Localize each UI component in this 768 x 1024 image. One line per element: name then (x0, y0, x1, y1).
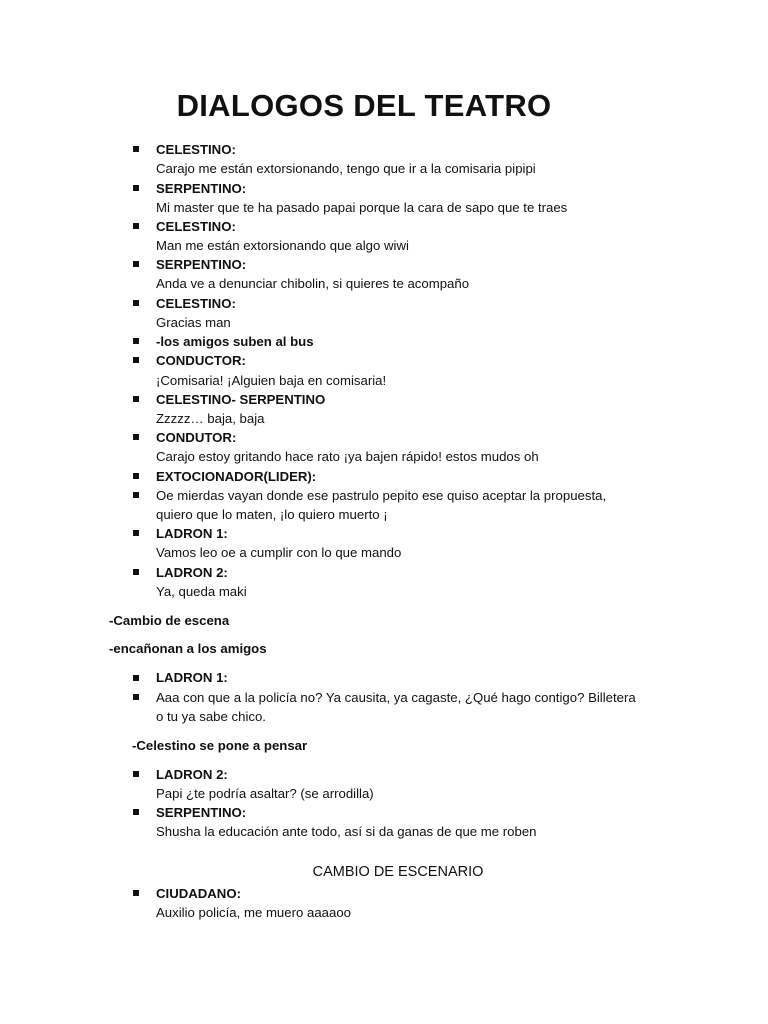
dialogue-line: quiero que lo maten, ¡lo quiero muerto ¡ (156, 507, 388, 522)
dialogue-line: Aaa con que a la policía no? Ya causita, ya cagaste, ¿Qué hago contigo? Billetera (156, 690, 636, 705)
speaker-label: SERPENTINO: (156, 805, 247, 820)
bullet-icon (133, 492, 139, 498)
dialogue-line: Papi ¿te podría asaltar? (se arrodilla) (156, 786, 374, 801)
bullet-icon (133, 694, 139, 700)
bullet-icon (133, 890, 139, 896)
speaker-label: SERPENTINO: (156, 181, 247, 196)
speaker-label: LADRON 2: (156, 565, 228, 580)
speaker-label: SERPENTINO: (156, 257, 247, 272)
speaker-label: CONDUCTOR: (156, 353, 246, 368)
bullet-icon (133, 357, 139, 363)
dialogue-line: Man me están extorsionando que algo wiwi (156, 238, 409, 253)
bullet-icon (133, 146, 139, 152)
dialogue-line: Oe mierdas vayan donde ese pastrulo pepito ese quiso aceptar la propuesta, (156, 488, 607, 503)
dialogue-line: Auxilio policía, me muero aaaaoo (156, 905, 351, 920)
speaker-label: CONDUTOR: (156, 430, 237, 445)
bullet-icon (133, 300, 139, 306)
dialogue-line: Carajo me están extorsionando, tengo que ir a la comisaria pipipi (156, 161, 536, 176)
bullet-icon (133, 223, 139, 229)
bullet-icon (133, 675, 139, 681)
bullet-icon (133, 434, 139, 440)
dialogue-line: Zzzzz… baja, baja (156, 411, 265, 426)
bullet-icon (133, 530, 139, 536)
bullet-icon (133, 569, 139, 575)
speaker-label: CELESTINO- SERPENTINO (156, 392, 326, 407)
scene-direction: -Cambio de escena (109, 613, 230, 628)
speaker-label: CIUDADANO: (156, 886, 241, 901)
dialogue-line: Vamos leo oe a cumplir con lo que mando (156, 545, 402, 560)
bullet-icon (133, 261, 139, 267)
speaker-label: CELESTINO: (156, 296, 236, 311)
dialogue-line: Gracias man (156, 315, 231, 330)
dialogue-line: Anda ve a denunciar chibolin, si quieres te acompaño (156, 276, 470, 291)
speaker-label: CELESTINO: (156, 142, 236, 157)
scene-direction: -encañonan a los amigos (109, 641, 267, 656)
speaker-label: EXTOCIONADOR(LIDER): (156, 469, 317, 484)
dialogue-line: Carajo estoy gritando hace rato ¡ya bajen rápido! estos mudos oh (156, 449, 539, 464)
bullet-icon (133, 473, 139, 479)
dialogue-line: ¡Comisaria! ¡Alguien baja en comisaria! (156, 373, 387, 388)
scene-direction: -Celestino se pone a pensar (132, 738, 308, 753)
bullet-icon (133, 338, 139, 344)
dialogue-line: Mi master que te ha pasado papai porque la cara de sapo que te traes (156, 200, 568, 215)
speaker-label: LADRON 2: (156, 767, 228, 782)
bullet-icon (133, 771, 139, 777)
dialogue-line: o tu ya sabe chico. (156, 709, 266, 724)
speaker-label: LADRON 1: (156, 670, 228, 685)
bullet-icon (133, 396, 139, 402)
bullet-icon (133, 185, 139, 191)
dialogue-line: Ya, queda maki (156, 584, 247, 599)
stage-direction: -los amigos suben al bus (156, 334, 314, 349)
scenery-heading: CAMBIO DE ESCENARIO (312, 864, 484, 880)
speaker-label: CELESTINO: (156, 219, 236, 234)
document-title: DIALOGOS DEL TEATRO (176, 88, 552, 123)
speaker-label: LADRON 1: (156, 526, 228, 541)
dialogue-line: Shusha la educación ante todo, así si da ganas de que me roben (156, 824, 537, 839)
bullet-icon (133, 809, 139, 815)
